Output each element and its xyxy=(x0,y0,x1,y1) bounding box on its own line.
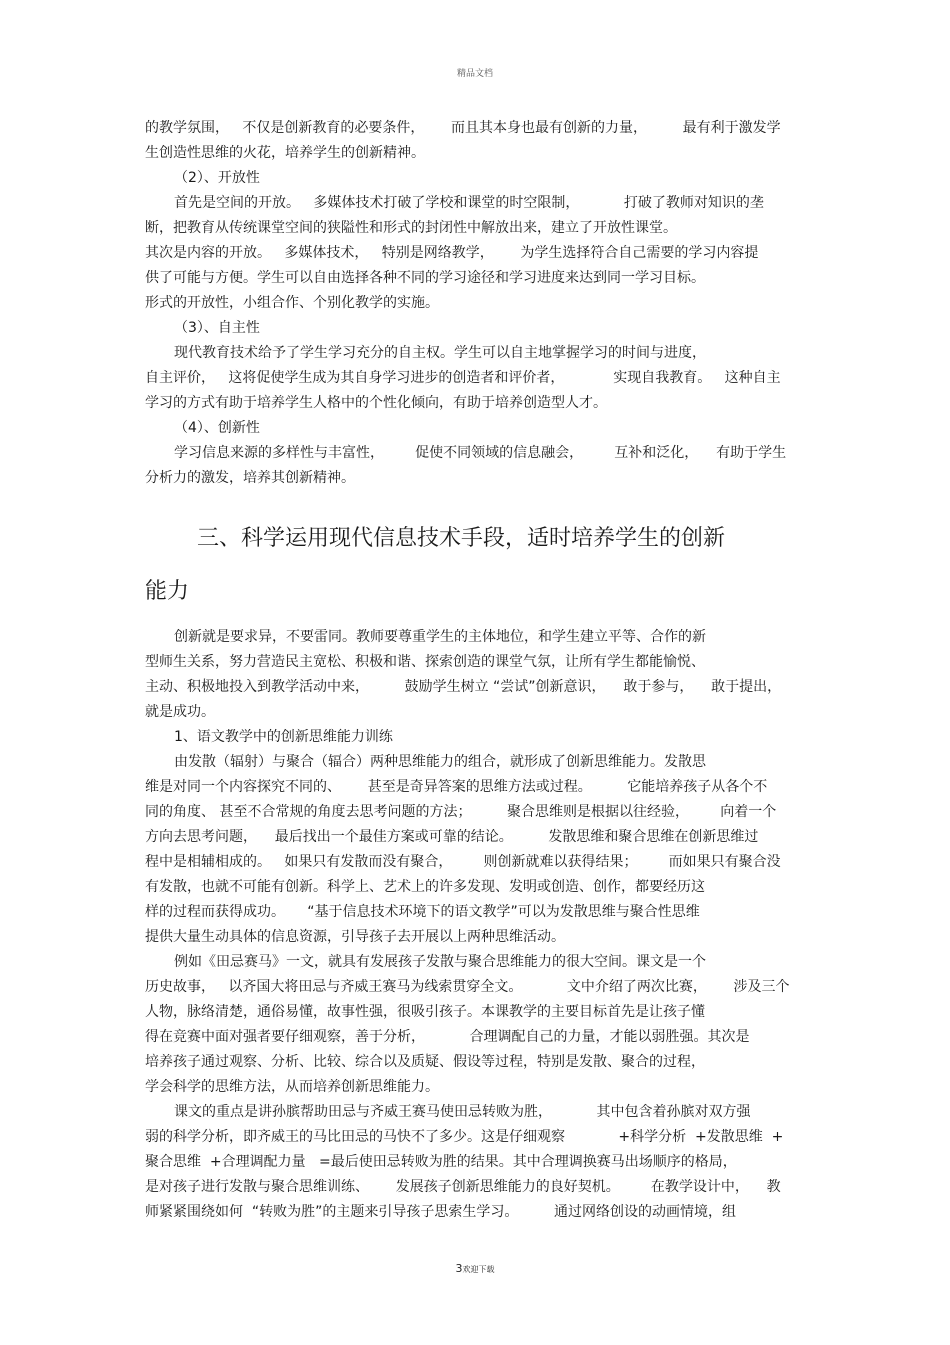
text-line: 培养孩子通过观察、分析、比较、综合以及质疑、假设等过程，特别是发散、聚合的过程， xyxy=(145,1054,705,1070)
section-a xyxy=(145,116,810,491)
text-line: 现代教育技术给予了学生学习充分的自主权。学生可以自主地掌握学习的时间与进度， xyxy=(174,345,706,361)
text-line: 历史故事， 以齐国大将田忌与齐威王赛马为线索贯穿全文。 文中介绍了两次比赛， 涉及三个 xyxy=(145,979,790,995)
page-number: 3 xyxy=(455,1262,463,1275)
text-line: 主动、积极地投入到教学活动中来， 鼓励学生树立 “尝试”创新意识， 敢于参与， 敢于提出， xyxy=(145,679,782,695)
text-line: 学习的方式有助于培养学生人格中的个性化倾向，有助于培养创造型人才。 xyxy=(145,395,607,411)
text-line: 就是成功。 xyxy=(145,704,215,720)
text-line: 创新就是要求异，不要雷同。教师要尊重学生的主体地位，和学生建立平等、合作的新 xyxy=(174,629,706,645)
text-line: 是对孩子进行发散与聚合思维训练、 发展孩子创新思维能力的良好契机。 在教学设计中， 教 xyxy=(145,1179,781,1195)
section-b xyxy=(145,625,810,1225)
page-footer xyxy=(0,1262,950,1275)
text-line: 同的角度、 甚至不合常规的角度去思考问题的方法； 聚合思维则是根据以往经验， 向着一个 xyxy=(145,804,777,820)
page-header: 精品文档 xyxy=(456,69,493,79)
text-line: 有发散，也就不可能有创新。科学上、艺术上的许多发现、发明或创造、创作，都要经历这 xyxy=(145,879,705,895)
text-line: 首先是空间的开放。 多媒体技术打破了学校和课堂的时空限制， 打破了教师对知识的垄 xyxy=(174,195,764,211)
subheading-innovation: （4）、创新性 xyxy=(174,420,260,436)
text-line: 断，把教育从传统课堂空间的狭隘性和形式的封闭性中解放出来，建立了开放性课堂。 xyxy=(145,220,677,236)
section-heading-line2: 能力 xyxy=(145,579,190,604)
text-line: 程中是相辅相成的。 如果只有发散而没有聚合， 则创新就难以获得结果； 而如果只有聚合没 xyxy=(145,854,781,870)
text-line: 学会科学的思维方法，从而培养创新思维能力。 xyxy=(145,1079,439,1095)
text-line: 样的过程而获得成功。 “基于信息技术环境下的语文教学”可以为发散思维与聚合性思维 xyxy=(145,904,700,920)
text-line: 方向去思考问题， 最后找出一个最佳方案或可靠的结论。 发散思维和聚合思维在创新思维过 xyxy=(145,829,759,845)
subheading-openness: （2）、开放性 xyxy=(174,170,260,186)
text-line: 提供大量生动具体的信息资源，引导孩子去开展以上两种思维活动。 xyxy=(145,929,565,945)
text-line: 得在竞赛中面对强者要仔细观察，善于分析， 合理调配自己的力量，才能以弱胜强。其次是 xyxy=(145,1029,750,1045)
text-line: 维是对同一个内容探究不同的、 甚至是奇异答案的思维方法或过程。 它能培养孩子从各个不 xyxy=(145,779,768,795)
text-line: 分析力的激发，培养其创新精神。 xyxy=(145,470,355,486)
text-line: 师紧紧围绕如何 “转败为胜”的主题来引导孩子思索生学习。 通过网络创设的动画情境，组 xyxy=(145,1204,737,1220)
text-line: 例如《田忌赛马》一文，就具有发展孩子发散与聚合思维能力的很大空间。课文是一个 xyxy=(174,954,706,970)
text-line: 自主评价， 这将促使学生成为其自身学习进步的创造者和评价者， 实现自我教育。 这种自主 xyxy=(145,370,781,386)
footer-download-text: 欢迎下载 xyxy=(462,1265,495,1274)
text-line: 学习信息来源的多样性与丰富性， 促使不同领域的信息融会， 互补和泛化， 有助于学生 xyxy=(174,445,787,461)
subheading-chinese-teaching: 1、语文教学中的创新思维能力训练 xyxy=(174,729,393,745)
text-line: 聚合思维 +合理调配力量 =最后使田忌转败为胜的结果。其中合理调换赛马出场顺序的格局， xyxy=(145,1154,737,1170)
text-line: 由发散（辐射）与聚合（辐合）两种思维能力的组合，就形成了创新思维能力。发散思 xyxy=(174,754,706,770)
text-line: 供了可能与方便。学生可以自由选择各种不同的学习途径和学习进度来达到同一学习目标。 xyxy=(145,270,705,286)
text-line: 生创造性思维的火花，培养学生的创新精神。 xyxy=(145,145,425,161)
text-line: 的教学氛围， 不仅是创新教育的必要条件， 而且其本身也最有创新的力量， 最有利于激发学 xyxy=(145,120,781,136)
page-body xyxy=(145,116,810,1225)
text-line: 其次是内容的开放。 多媒体技术， 特别是网络教学， 为学生选择符合自己需要的学习内容提 xyxy=(145,245,759,261)
text-line: 课文的重点是讲孙膑帮助田忌与齐威王赛马使田忌转败为胜， 其中包含着孙膑对双方强 xyxy=(174,1104,751,1120)
subheading-autonomy: （3）、自主性 xyxy=(174,320,260,336)
text-line: 弱的科学分析，即齐威王的马比田忌的马快不了多少。这是仔细观察 +科学分析 +发散思维 + xyxy=(145,1129,784,1145)
text-line: 人物，脉络清楚，通俗易懂，故事性强，很吸引孩子。本课教学的主要目标首先是让孩子懂 xyxy=(145,1004,705,1020)
section-heading-line1: 三、科学运用现代信息技术手段，适时培养学生的创新 xyxy=(197,526,726,551)
text-line: 形式的开放性，小组合作、个别化教学的实施。 xyxy=(145,295,439,311)
text-line: 型师生关系，努力营造民主宽松、积极和谐、探索创造的课堂气氛，让所有学生都能愉悦、 xyxy=(145,654,705,670)
